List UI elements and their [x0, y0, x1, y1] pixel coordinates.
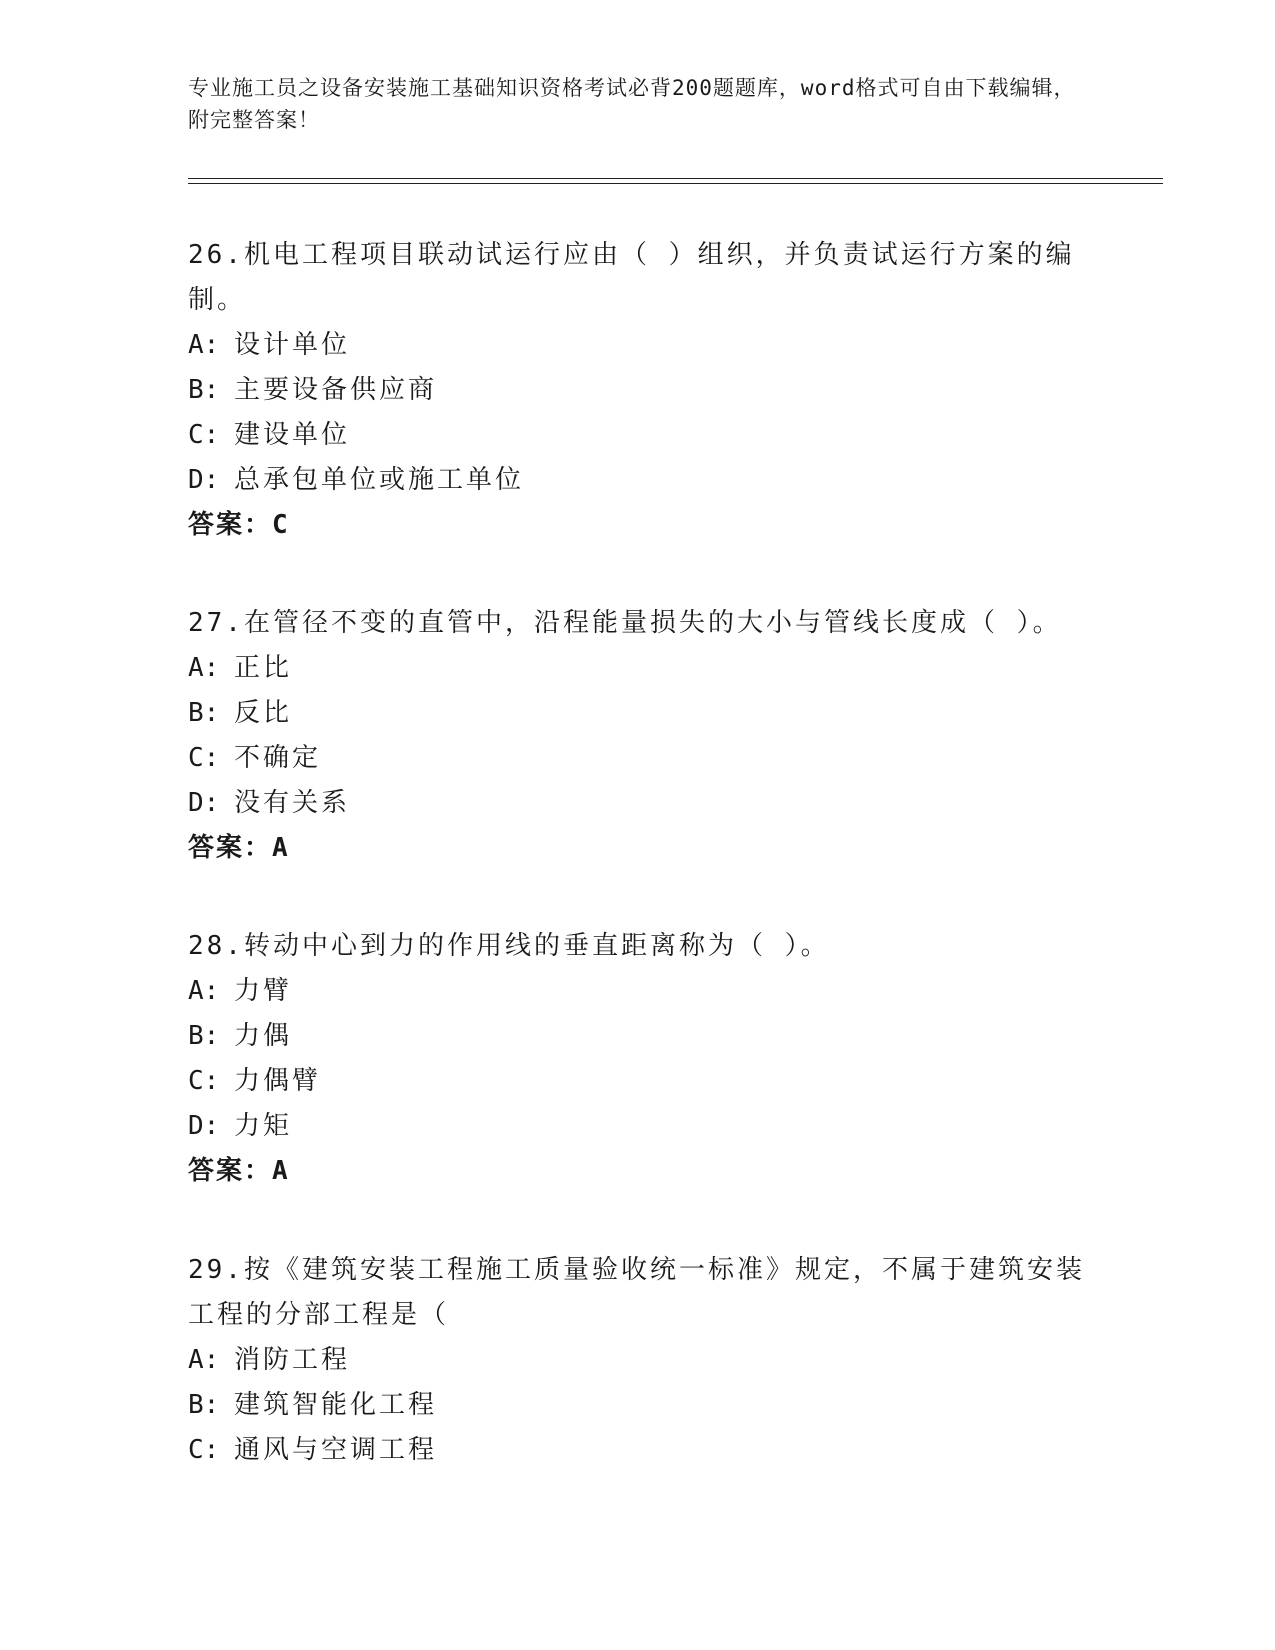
- option-text: 总承包单位或施工单位: [234, 465, 525, 495]
- question-stem: 27.在管径不变的直管中，沿程能量损失的大小与管线长度成（ ）。: [188, 608, 1062, 638]
- question-stem: 26.机电工程项目联动试运行应由（ ）组织，并负责试运行方案的编制。: [188, 240, 1075, 315]
- document-header: 专业施工员之设备安装施工基础知识资格考试必背200题题库，word格式可自由下载编辑，附完整答案！: [188, 76, 1076, 132]
- question-stem: 29.按《建筑安装工程施工质量验收统一标准》规定，不属于建筑安装工程的分部工程是（: [188, 1255, 1085, 1330]
- option-letter: C:: [188, 420, 220, 450]
- option-text: 反比: [234, 698, 293, 728]
- option-b: [188, 691, 1088, 736]
- answer: 答案：A: [188, 833, 290, 863]
- option-letter: B:: [188, 698, 220, 728]
- option-d: [188, 1104, 1088, 1149]
- option-text: 主要设备供应商: [234, 375, 438, 405]
- option-letter: C:: [188, 1066, 220, 1096]
- option-text: 没有关系: [234, 788, 351, 818]
- option-letter: B:: [188, 1021, 220, 1051]
- option-letter: D:: [188, 788, 220, 818]
- option-a: [188, 969, 1088, 1014]
- option-b: [188, 1383, 1088, 1428]
- question-29: [188, 1248, 1088, 1473]
- option-b: [188, 1014, 1088, 1059]
- option-c: [188, 1059, 1088, 1104]
- answer: 答案：C: [188, 510, 290, 540]
- question-26: [188, 233, 1088, 548]
- option-text: 力矩: [234, 1111, 293, 1141]
- option-letter: A:: [188, 1345, 220, 1375]
- option-b: [188, 368, 1088, 413]
- option-c: [188, 736, 1088, 781]
- option-letter: A:: [188, 653, 220, 683]
- option-letter: B:: [188, 1390, 220, 1420]
- option-a: [188, 646, 1088, 691]
- option-text: 正比: [234, 653, 293, 683]
- option-text: 力臂: [234, 976, 293, 1006]
- question-28: [188, 924, 1088, 1194]
- option-letter: D:: [188, 465, 220, 495]
- option-c: [188, 1428, 1088, 1473]
- option-a: [188, 1338, 1088, 1383]
- option-letter: A:: [188, 330, 220, 360]
- option-d: [188, 458, 1088, 503]
- option-c: [188, 413, 1088, 458]
- option-d: [188, 781, 1088, 826]
- option-text: 建筑智能化工程: [234, 1390, 438, 1420]
- answer: 答案：A: [188, 1156, 290, 1186]
- question-stem: 28.转动中心到力的作用线的垂直距离称为（ ）。: [188, 931, 830, 961]
- option-letter: D:: [188, 1111, 220, 1141]
- option-text: 力偶臂: [234, 1066, 322, 1096]
- question-27: [188, 601, 1088, 871]
- option-text: 建设单位: [234, 420, 351, 450]
- option-letter: B:: [188, 375, 220, 405]
- header-divider-bottom: [188, 183, 1163, 184]
- option-letter: A:: [188, 976, 220, 1006]
- option-text: 设计单位: [234, 330, 351, 360]
- option-a: [188, 323, 1088, 368]
- option-text: 不确定: [234, 743, 322, 773]
- option-letter: C:: [188, 743, 220, 773]
- option-letter: C:: [188, 1435, 220, 1465]
- header-divider-top: [188, 178, 1163, 179]
- option-text: 通风与空调工程: [234, 1435, 438, 1465]
- option-text: 力偶: [234, 1021, 293, 1051]
- option-text: 消防工程: [234, 1345, 351, 1375]
